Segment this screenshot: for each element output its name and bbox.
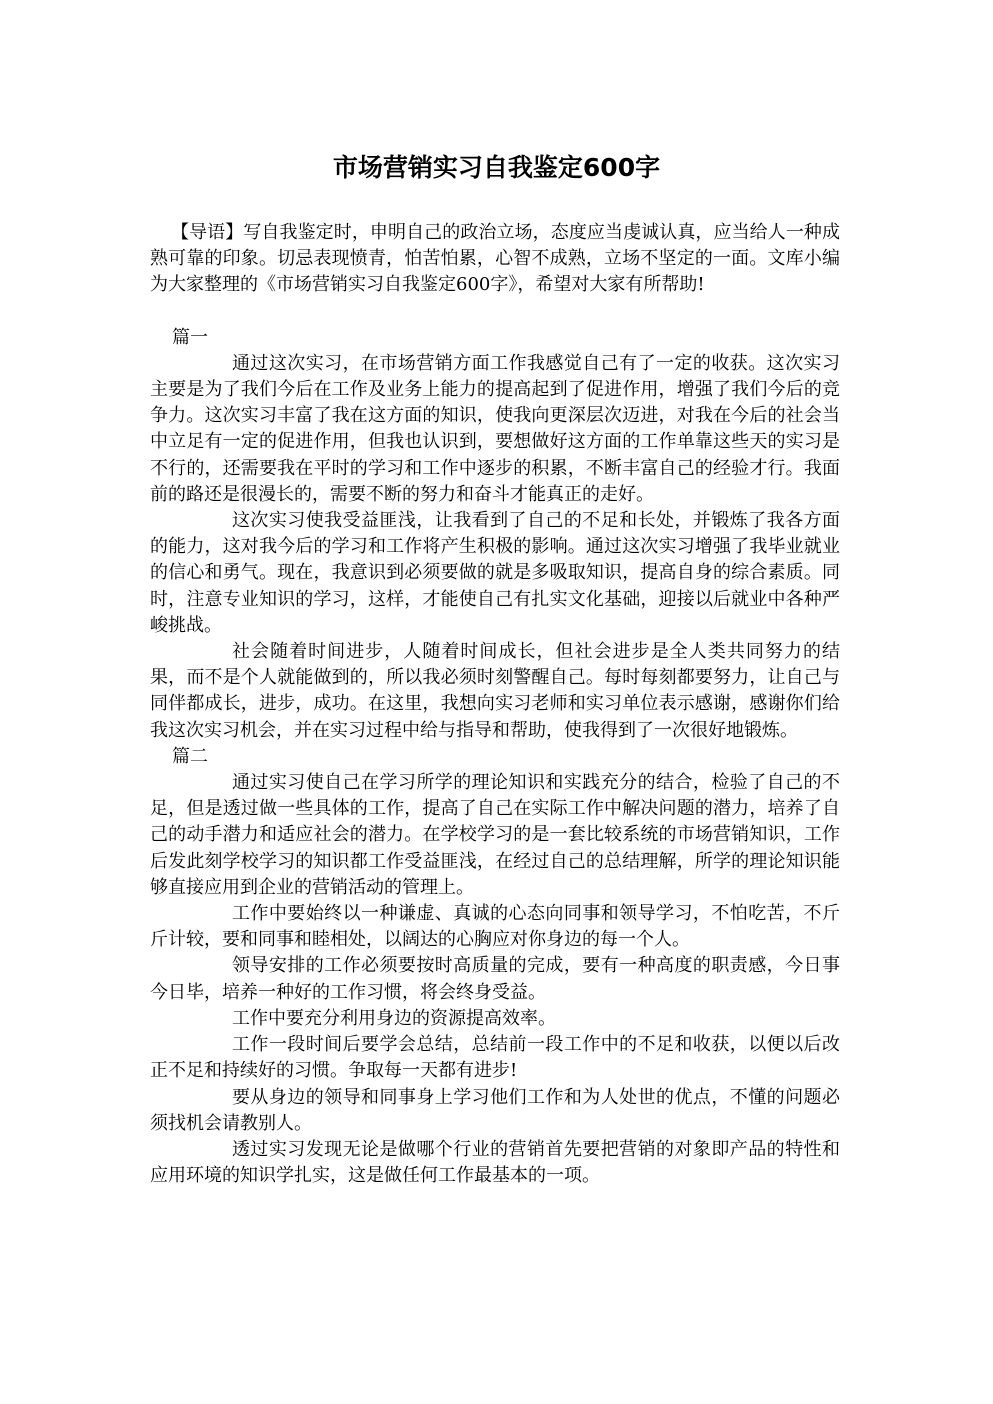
- section2-paragraph-5: 工作一段时间后要学会总结，总结前一段工作中的不足和收获，以便以后改正不足和持续好的习惯。争取每一天都有进步!: [150, 1034, 840, 1082]
- intro-paragraph: 【导语】写自我鉴定时，申明自己的政治立场，态度应当虔诚认真，应当给人一种成熟可靠的印象。切忌表现愤青，怕苦怕累，心智不成熟，立场不坚定的一面。文库小编为大家整理的《市场营销实习自我鉴定600字》，希望对大家有所帮助!: [150, 222, 840, 296]
- section1-paragraph-2: 这次实习使我受益匪浅，让我看到了自己的不足和长处，并锻炼了我各方面的能力，这对我今后的学习和工作将产生积极的影响。通过这次实习增强了我毕业就业的信心和勇气。现在，我意识到必须要做的就是多吸取知识，提高自身的综合素质。同时，注意专业知识的学习，这样，才能使自己有扎实文化基础，迎接以后就业中各种严峻挑战。: [150, 510, 840, 636]
- section2-paragraph-4: 工作中要充分利用身边的资源提高效率。: [232, 1007, 556, 1029]
- page-title: 市场营销实习自我鉴定600字: [332, 153, 661, 182]
- section2-paragraph-7: 透过实习发现无论是做哪个行业的营销首先要把营销的对象即产品的特性和应用环境的知识学扎实，这是做任何工作最基本的一项。: [150, 1138, 840, 1187]
- section2-paragraph-6: 要从身边的领导和同事身上学习他们工作和为人处世的优点，不懂的问题必须找机会请教别人。: [150, 1086, 840, 1134]
- section1-paragraph-3: 社会随着时间进步，人随着时间成长，但社会进步是全人类共同努力的结果，而不是个人就能做到的，所以我必须时刻警醒自己。每时每刻都要努力，让自己与同伴都成长，进步，成功。在这里，我想向实习老师和实习单位表示感谢，感谢你们给我这次实习机会，并在实习过程中给与指导和帮助，使我得到了一次很好地锻炼。: [150, 641, 840, 741]
- section2-paragraph-1: 通过实习使自己在学习所学的理论知识和实践充分的结合，检验了自己的不足，但是透过做一些具体的工作，提高了自己在实际工作中解决问题的潜力，培养了自己的动手潜力和适应社会的潜力。在学校学习的是一套比较系统的市场营销知识，工作后发此刻学校学习的知识都工作受益匪浅，在经过自己的总结理解，所学的理论知识能够直接应用到企业的营销活动的管理上。: [150, 772, 840, 898]
- section2-paragraph-3: 领导安排的工作必须要按时高质量的完成，要有一种高度的职责感，今日事今日毕，培养一种好的工作习惯，将会终身受益。: [150, 955, 840, 1003]
- document-body: [150, 220, 840, 1189]
- section1-paragraph-1: 通过这次实习，在市场营销方面工作我感觉自己有了一定的收获。这次实习主要是为了我们今后在工作及业务上能力的提高起到了促进作用，增强了我们今后的竞争力。这次实习丰富了我在这方面的知识，使我向更深层次迈进，对我在今后的社会当中立足有一定的促进作用，但我也认识到，要想做好这方面的工作单靠这些天的实习是不行的，还需要我在平时的学习和工作中逐步的积累，不断丰富自己的经验才行。我面前的路还是很漫长的，需要不断的努力和奋斗才能真正的走好。: [150, 352, 840, 505]
- section2-paragraph-2: 工作中要始终以一种谦虚、真诚的心态向同事和领导学习，不怕吃苦，不斤斤计较，要和同事和睦相处，以阔达的心胸应对你身边的每一个人。: [150, 903, 840, 951]
- section-heading-1: 篇一: [172, 326, 208, 348]
- section-heading-2: 篇二: [172, 745, 208, 767]
